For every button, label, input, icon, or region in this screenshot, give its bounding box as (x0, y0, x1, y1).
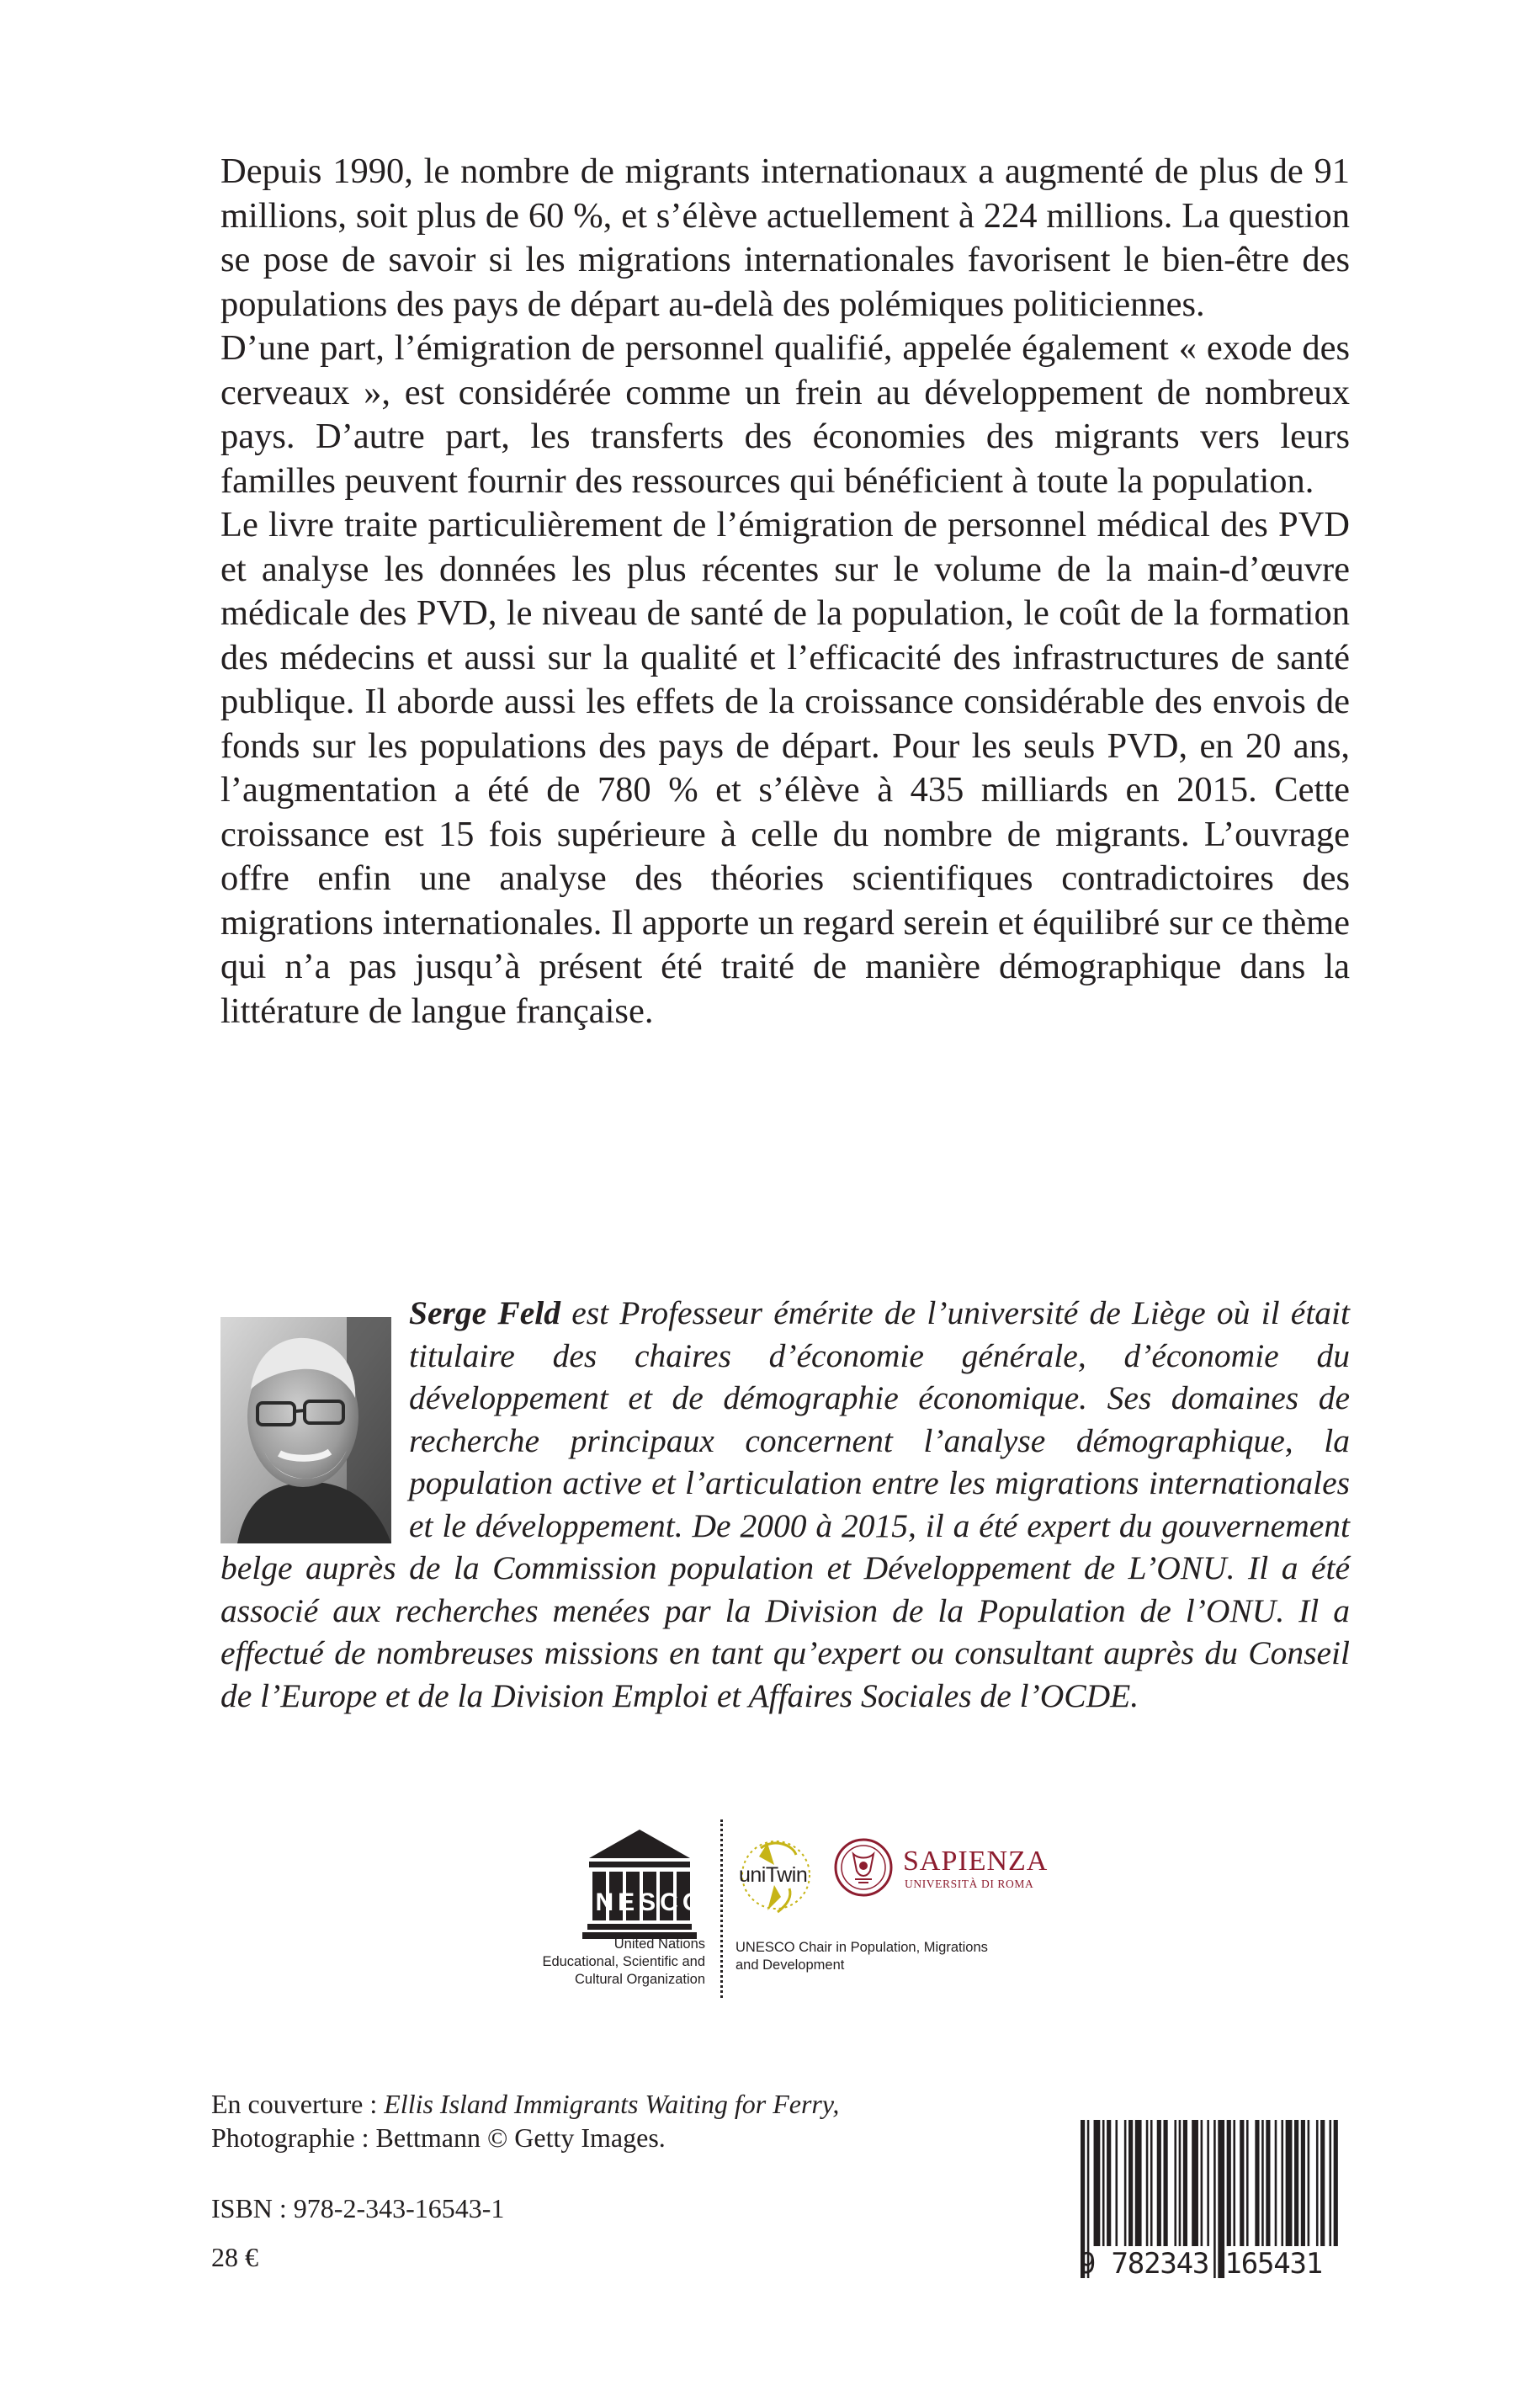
author-name: Serge Feld (409, 1294, 560, 1331)
barcode-bar (1150, 2120, 1153, 2246)
unitwin-wordmark: uniTwin (739, 1863, 808, 1887)
unesco-temple-icon (572, 1825, 707, 1941)
unesco-wordmark: UNESCO (572, 1888, 707, 1916)
price: 28 € (211, 2242, 258, 2272)
blurb-paragraph-2: D’une part, l’émigration de personnel qualifié, appelée également « exode des cerveaux », est considérée comme un frein au développement de nombreux pays. D’autre part, les transferts des économies des migrants vers leurs familles peuvent fournir des ressources qui bénéficient à toute la population. (220, 328, 1350, 501)
barcode-bar (1135, 2120, 1142, 2246)
barcode-digits: 9 782343 165431 (1079, 2247, 1323, 2281)
sapienza-name: SAPIENZA (903, 1846, 1049, 1877)
logo-divider (720, 1819, 723, 1998)
barcode-bar (1227, 2120, 1231, 2246)
sapienza-subtitle: UNIVERSITÀ DI ROMA (905, 1878, 1034, 1890)
barcode-bar (1146, 2120, 1149, 2246)
barcode-bar (1094, 2120, 1101, 2246)
barcode-bar (1233, 2120, 1235, 2246)
unesco-caption (495, 1936, 705, 1989)
author-bio-text: est Professeur émérite de l’université de Liège où il était titulaire des chaires d’économie générale, d’économie du développement et de démographie économique. Ses domaines de recherche principaux concernent l’analyse démographique, la population active et l’articulation entre les migrations internationales et le développement. De 2000 à 2015, il a été expert du gouvernement belge auprès de la Commission population et Développement de L’ONU. Il a été associé aux recherches menées par la Division de la Population de l’ONU. Il a effectué de nombreuses missions en tant qu’expert ou consultant auprès du Conseil de l’Europe et de la Division Emploi et Affaires Sociales de l’OCDE. (220, 1294, 1351, 1714)
barcode-bar (1246, 2120, 1249, 2246)
chair-caption-line-2: and Development (735, 1957, 845, 1973)
cover-credits (211, 2087, 969, 2154)
barcode-bar (1316, 2120, 1319, 2246)
blurb-paragraph-1: Depuis 1990, le nombre de migrants internationaux a augmenté de plus de 91 millions, soit plus de 60 %, et s’élève actuellement à 224 millions. La question se pose de savoir si les migrations internationales favorisent le bien-être des populations des pays de départ au-delà des polémiques politiciennes. (220, 151, 1350, 324)
cover-credit-prefix: En couverture : (211, 2089, 385, 2119)
barcode-bar (1240, 2120, 1244, 2246)
barcode-bar (1255, 2120, 1259, 2246)
barcode-bar (1107, 2120, 1111, 2246)
barcode-bar (1266, 2120, 1270, 2246)
barcode-bar (1334, 2120, 1338, 2246)
barcode-bar (1207, 2120, 1209, 2246)
barcode-bar (1124, 2120, 1127, 2246)
barcode-bar (1157, 2120, 1161, 2246)
author-photo (220, 1317, 391, 1543)
barcode-bar (1320, 2120, 1325, 2246)
sapienza-seal-icon (833, 1837, 894, 1898)
unesco-caption-line-1: United Nations (613, 1936, 705, 1952)
barcode-bar (1192, 2120, 1198, 2246)
barcode-bar (1115, 2120, 1118, 2246)
barcode-bar (1301, 2120, 1305, 2246)
barcode-bar (1174, 2120, 1176, 2246)
barcode-bar (1128, 2120, 1133, 2246)
barcode-bar (1308, 2120, 1310, 2246)
chair-caption-line-1: UNESCO Chair in Population, Migrations (735, 1940, 988, 1955)
author-section (220, 1292, 1350, 1717)
cover-image-title: Ellis Island Immigrants Waiting for Ferry, (384, 2089, 840, 2119)
barcode-bar (1281, 2120, 1283, 2246)
unesco-caption-line-2: Educational, Scientific and (542, 1954, 705, 1969)
barcode-bar (1179, 2120, 1182, 2246)
book-blurb (220, 150, 1350, 1033)
barcode-bar (1286, 2120, 1293, 2246)
unesco-caption-line-3: Cultural Organization (575, 1972, 705, 1987)
unesco-chair-caption (735, 1939, 1005, 1974)
barcode-bar (1183, 2120, 1187, 2246)
barcode-bar (1294, 2120, 1298, 2246)
blurb-paragraph-3: Le livre traite particulièrement de l’émigration de personnel médical des PVD et analyse les données les plus récentes sur le volume de la main-d’œuvre médicale des PVD, le niveau de santé de la population, le coût de la formation des médecins et aussi sur la qualité et l’efficacité des infrastructures de santé publique. Il aborde aussi les effets de la croissance considérable des envois de fonds sur les populations des pays de départ. Pour les seuls PVD, en 20 ans, l’augmentation a été de 780 % et s’élève à 435 milliards en 2015. Cette croissance est 15 fois supérieure à celle du nombre de migrants. L’ouvrage offre enfin une analyse des théories scientifiques contradictoires des migrations internationales. Il apporte un regard serein et équilibré sur ce thème qui n’a pas jusqu’à présent été traité de manière démographique dans la littérature de langue française. (220, 505, 1350, 1031)
barcode-bar (1261, 2120, 1264, 2246)
barcode-bar (1329, 2120, 1331, 2246)
photo-credit: Photographie : Bettmann © Getty Images. (211, 2122, 666, 2153)
barcode-bar (1164, 2120, 1168, 2246)
isbn: ISBN : 978-2-343-16543-1 (211, 2193, 505, 2223)
barcode-bar (1201, 2120, 1203, 2246)
barcode-bar (1275, 2120, 1277, 2246)
barcode-bar (1102, 2120, 1105, 2246)
cover-credit-line (211, 2087, 969, 2121)
author-portrait-icon (220, 1317, 391, 1543)
